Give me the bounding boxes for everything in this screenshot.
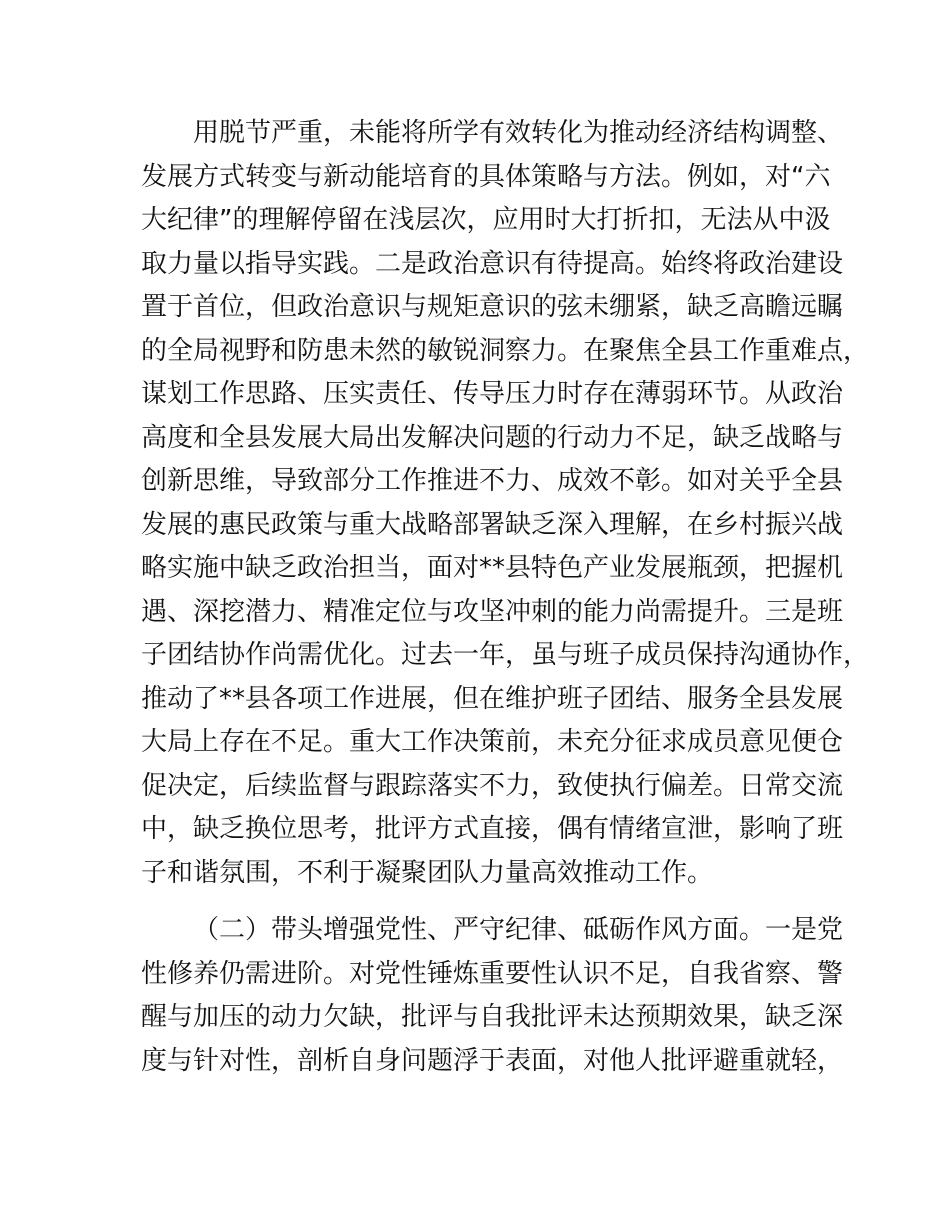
text-line: 遇、深挖潜力、精准定位与攻坚冲刺的能力尚需提升。三是班 — [141, 596, 844, 627]
text-line: 发展方式转变与新动能培育的具体策略与方法。例如，对“六 — [141, 161, 831, 192]
text-line: 谋划工作思路、压实责任、传导压力时存在薄弱环节。从政治 — [141, 379, 844, 409]
text-line: 大局上存在不足。重大工作决策前，未充分征求成员意见便仓 — [141, 727, 844, 757]
text-line: 置于首位，但政治意识与规矩意识的弦未绷紧，缺乏高瞻远瞩 — [141, 292, 844, 322]
text-line: 大纪律”的理解停留在浅层次，应用时大打折扣，无法从中汲 — [141, 205, 831, 235]
paragraph-2 — [141, 909, 844, 1083]
text-line: 取力量以指导实践。二是政治意识有待提高。始终将政治建设 — [141, 248, 844, 279]
text-line: 创新思维，导致部分工作推进不力、成效不彰。如对关乎全县 — [141, 466, 844, 496]
document-body — [141, 112, 870, 1083]
text-line: 性修养仍需进阶。对党性锤炼重要性认识不足，自我省察、警 — [141, 958, 844, 989]
text-line: （二）带头增强党性、严守纪律、砥砺作风方面。一是党 — [193, 915, 844, 945]
text-line: 醒与加压的动力欠缺，批评与自我批评未达预期效果，缺乏深 — [141, 1002, 844, 1032]
text-line: 子团结协作尚需优化。过去一年，虽与班子成员保持沟通协作， — [141, 640, 870, 670]
text-line: 高度和全县发展大局出发解决问题的行动力不足，缺乏战略与 — [141, 422, 844, 453]
text-line: 促决定，后续监督与跟踪落实不力，致使执行偏差。日常交流 — [141, 770, 844, 801]
text-line: 发展的惠民政策与重大战略部署缺乏深入理解，在乡村振兴战 — [141, 509, 844, 540]
text-line: 用脱节严重，未能将所学有效转化为推动经济结构调整、 — [193, 118, 844, 148]
text-line: 度与针对性，剖析自身问题浮于表面，对他人批评避重就轻， — [141, 1045, 844, 1076]
text-line: 子和谐氛围，不利于凝聚团队力量高效推动工作。 — [141, 857, 714, 888]
text-line: 的全局视野和防患未然的敏锐洞察力。在聚焦全县工作重难点， — [141, 335, 870, 366]
text-line: 推动了**县各项工作进展，但在维护班子团结、服务全县发展 — [141, 683, 844, 714]
text-line: 中，缺乏换位思考，批评方式直接，偶有情绪宣泄，影响了班 — [141, 814, 844, 844]
paragraph-1 — [141, 112, 870, 895]
text-line: 略实施中缺乏政治担当，面对**县特色产业发展瓶颈，把握机 — [141, 553, 844, 583]
